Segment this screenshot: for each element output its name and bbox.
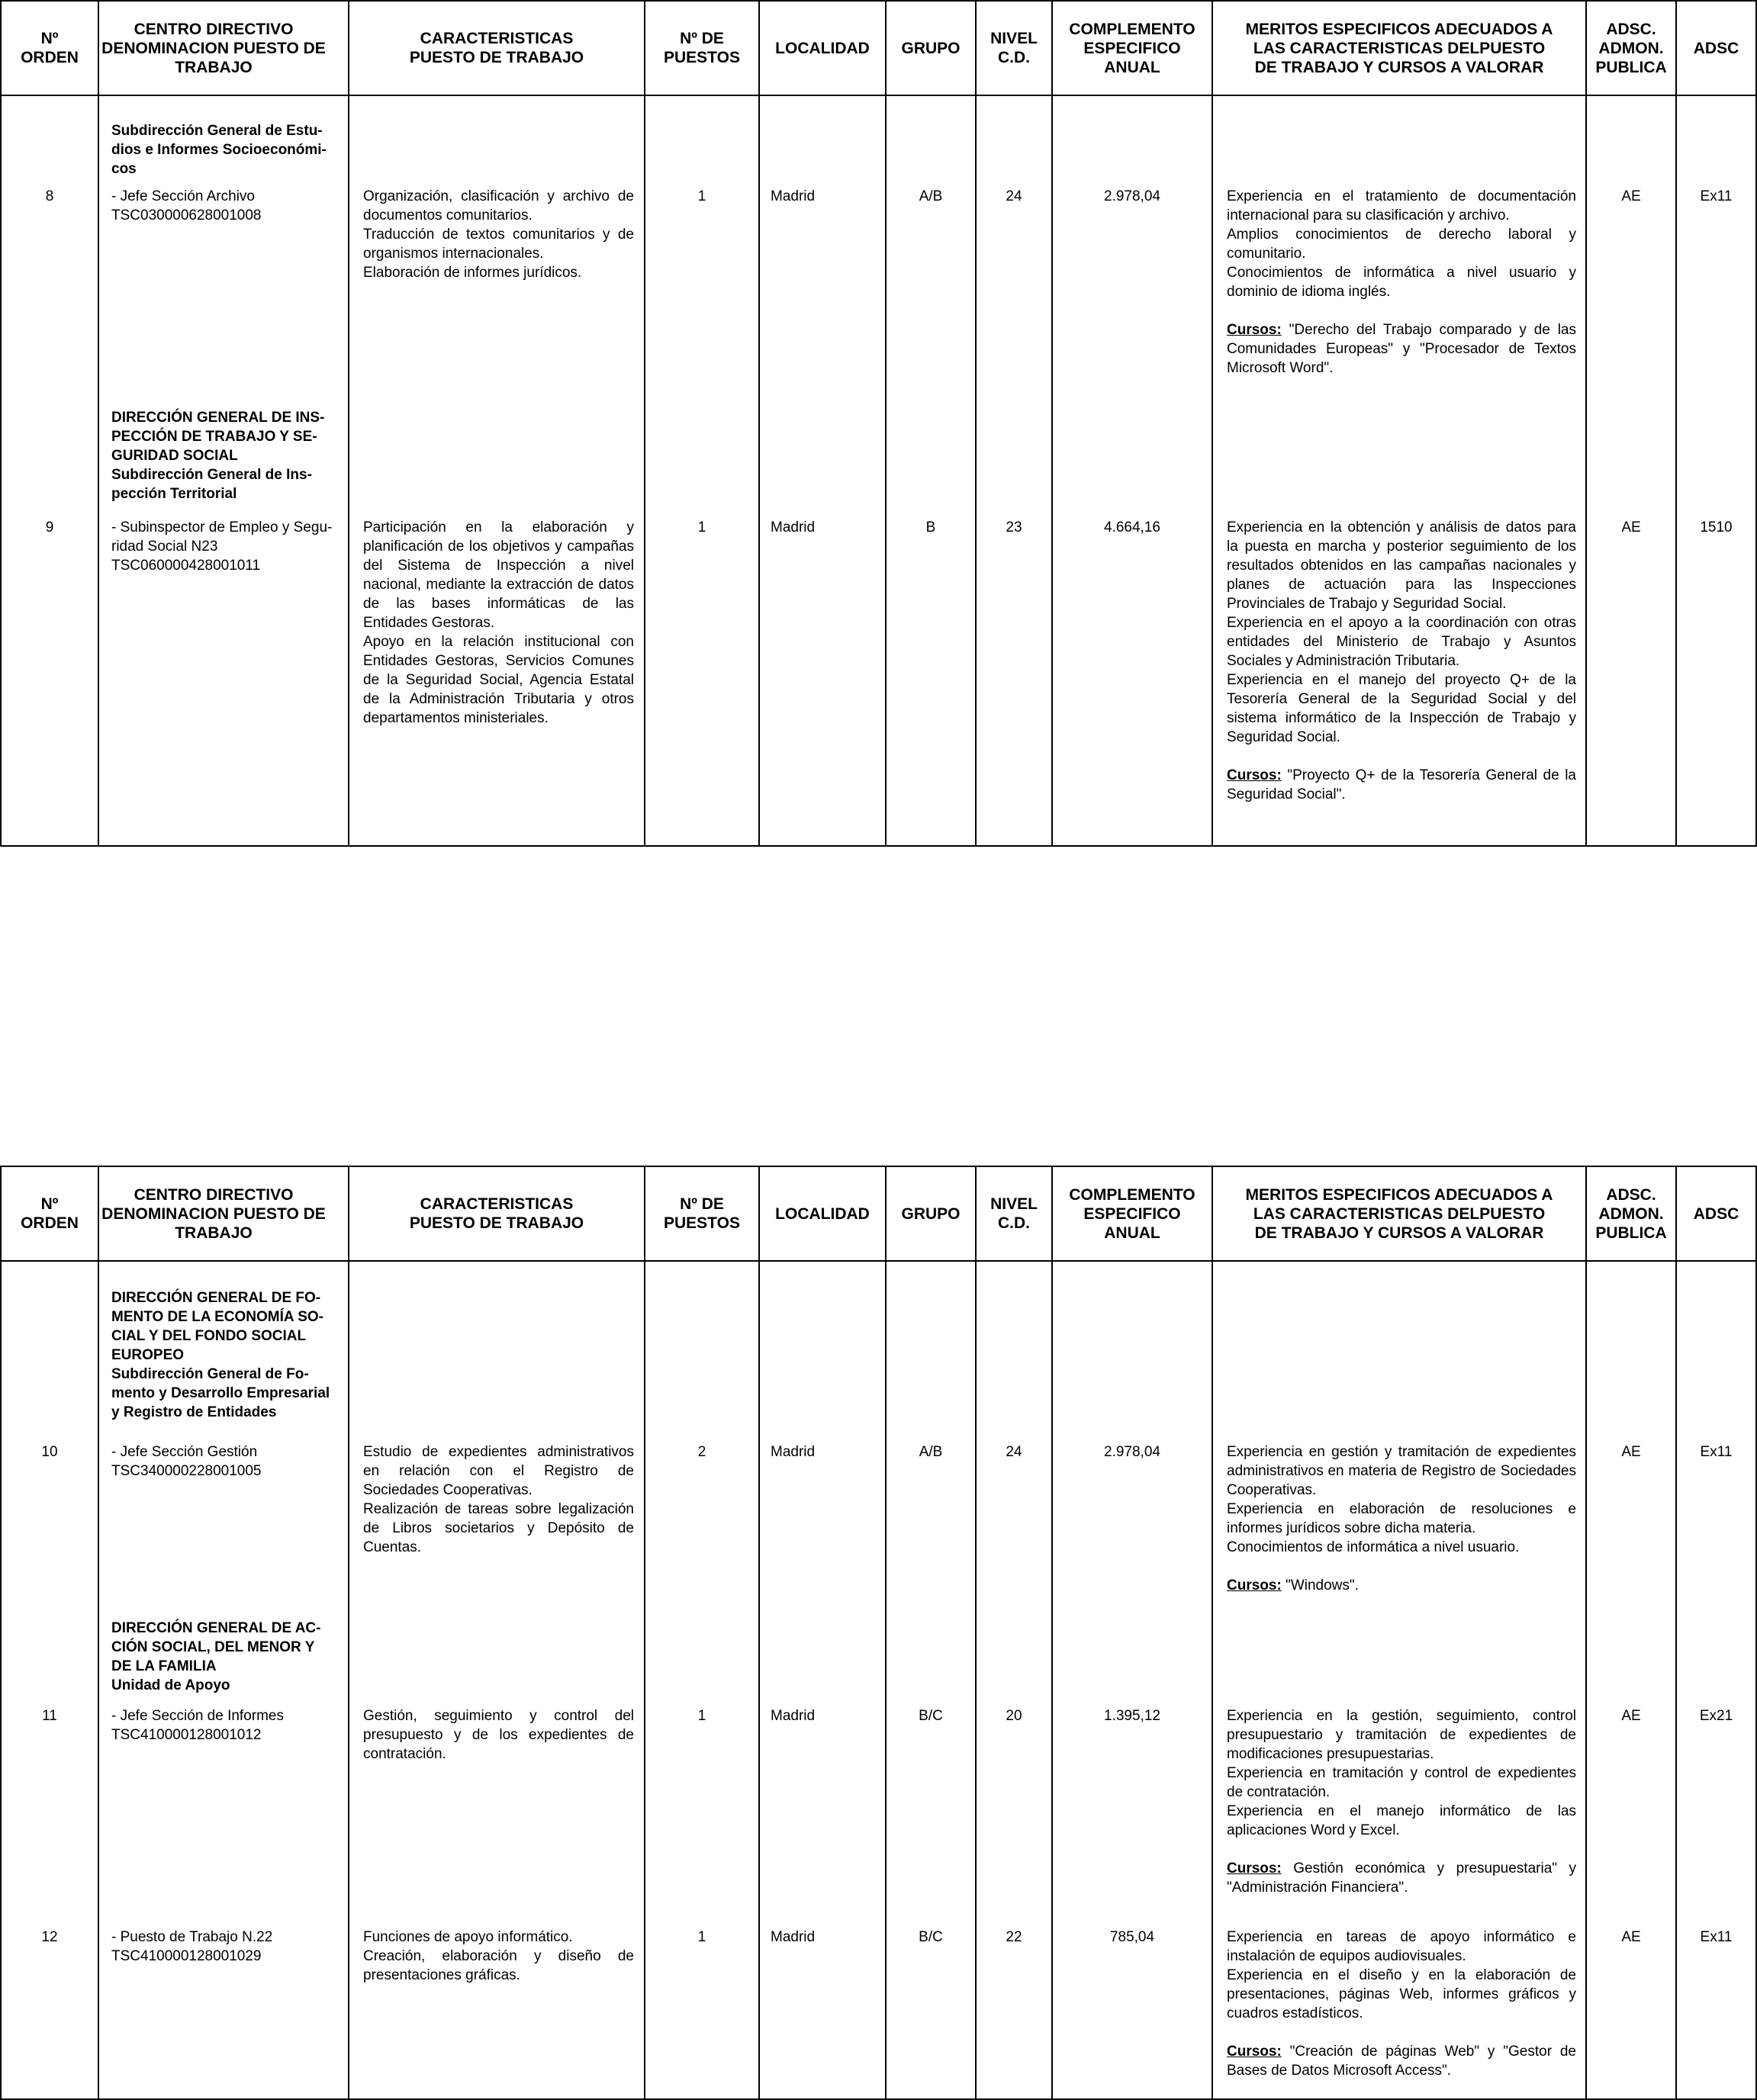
row-complemento: 785,04 [1109, 1929, 1155, 1945]
header-puestos: Nº DE PUESTOS [664, 30, 740, 66]
row-nivel: 22 [1006, 1929, 1022, 1945]
row-puesto: - Jefe Sección Gestión TSC340000228001005 [111, 1444, 262, 1479]
row-meritos-text: Experiencia en la gestión, seguimiento, control presupuestario y tramitación de expedientes de modificaciones presupuestarias. Experiencia en tramitación y control de expedientes de contratación. Experiencia en el manejo informático de las aplicaciones Word y Excel. [1227, 1708, 1576, 1838]
row-meritos [1227, 1442, 1576, 1595]
header-adsc-admon: ADSC. ADMON. PUBLICA [1595, 1185, 1667, 1242]
row-centro: DIRECCIÓN GENERAL DE AC- CIÓN SOCIAL, DEL MENOR Y DE LA FAMILIA Unidad de Apoyo [111, 1620, 321, 1693]
row-localidad: Madrid [771, 1708, 816, 1724]
row-cursos [1227, 1576, 1576, 1595]
row-centro: DIRECCIÓN GENERAL DE INS- PECCIÓN DE TRABAJO Y SE- GURIDAD SOCIAL Subdirección General de Ins- pección Territorial [111, 410, 325, 502]
row-caracteristicas: Funciones de apoyo informático. Creación, elaboración y diseño de presentaciones gráficas. [363, 1929, 634, 1983]
row-cursos-text: "Creación de páginas Web" y "Gestor de Bases de Datos Microsoft Access". [1227, 2044, 1576, 2079]
row-adsc: Ex11 [1700, 1929, 1733, 1945]
cursos-label: Cursos: [1227, 1860, 1282, 1876]
row-nivel: 23 [1006, 519, 1022, 535]
header-centro: CENTRO DIRECTIVO DENOMINACION PUESTO DE TRABAJO [101, 1185, 326, 1242]
row-meritos [1227, 1706, 1576, 1897]
cursos-label: Cursos: [1227, 322, 1282, 338]
header-caracteristicas: CARACTERISTICAS PUESTO DE TRABAJO [409, 30, 584, 66]
row-puestos: 1 [697, 188, 706, 204]
row-meritos-text: Experiencia en la obtención y análisis de datos para la puesta en marcha y posterior seguimiento de los resultados obtenidos en las campañas nacionales y planes de actuación para las Inspecciones Provinciales de Trabajo y Seguridad Social. Experiencia en el apoyo a la coordinación con otras entidades del Ministerio de Trabajo y Asuntos Sociales y Administración Tributaria. Experiencia en el manejo del proyecto Q+ de la Tesorería General de la Seguridad Social y del sistema informático de la Inspección de Trabajo y Seguridad Social. [1227, 519, 1576, 745]
row-orden: 11 [42, 1708, 57, 1724]
row-caracteristicas: Organización, clasificación y archivo de documentos comunitarios. Traducción de textos comunitarios y de organismos internacionales. Elaboración de informes jurídicos. [363, 188, 634, 281]
header-localidad: LOCALIDAD [775, 39, 870, 57]
header-adsc: ADSC [1693, 39, 1739, 57]
header-nivel: NIVEL C.D. [990, 30, 1038, 66]
row-grupo: A/B [919, 1444, 943, 1460]
cursos-label: Cursos: [1227, 767, 1282, 783]
header-caracteristicas: CARACTERISTICAS PUESTO DE TRABAJO [409, 1195, 584, 1232]
row-grupo: B [925, 519, 936, 535]
row-adsc-admon: AE [1621, 1708, 1641, 1724]
row-meritos [1227, 1928, 1576, 2080]
table-block-2 [0, 1166, 1757, 2100]
row-puesto: - Jefe Sección de Informes TSC410000128001012 [111, 1708, 284, 1743]
row-localidad: Madrid [771, 188, 816, 204]
header-localidad: LOCALIDAD [775, 1204, 870, 1223]
cursos-label: Cursos: [1227, 2044, 1282, 2060]
header-grupo: GRUPO [901, 1204, 961, 1223]
header-meritos: MERITOS ESPECIFICOS ADECUADOS A LAS CARACTERISTICAS DELPUESTO DE TRABAJO Y CURSOS A VALORAR [1245, 20, 1553, 76]
row-cursos-text: "Derecho del Trabajo comparado y de las Comunidades Europeas" y "Procesador de Textos Microsoft Word". [1227, 322, 1576, 376]
row-cursos [1227, 1859, 1576, 1897]
row-cursos-text: "Windows". [1281, 1577, 1359, 1593]
row-centro: Subdirección General de Estu- dios e Informes Socioeconómi- cos [111, 123, 327, 177]
row-meritos-text: Experiencia en el tratamiento de documentación internacional para su clasificación y archivo. Amplios conocimientos de derecho laboral y comunitario. Conocimientos de informática a nivel usuario y dominio de idioma inglés. [1227, 188, 1576, 300]
row-orden: 12 [41, 1929, 58, 1945]
row-complemento: 4.664,16 [1104, 519, 1160, 535]
row-grupo: A/B [919, 188, 943, 204]
header-nivel: NIVEL C.D. [990, 1195, 1038, 1232]
row-nivel: 20 [1006, 1708, 1022, 1724]
row-adsc-admon: AE [1621, 188, 1641, 204]
row-meritos [1227, 187, 1576, 378]
row-complemento: 2.978,04 [1104, 1444, 1160, 1460]
row-adsc: Ex11 [1700, 188, 1733, 204]
header-centro: CENTRO DIRECTIVO DENOMINACION PUESTO DE TRABAJO [101, 20, 326, 76]
row-grupo: B/C [919, 1708, 943, 1724]
row-cursos-text: Gestión económica y presupuestaria" y "Administración Financiera". [1227, 1860, 1576, 1896]
row-meritos [1227, 518, 1576, 804]
row-orden: 10 [41, 1444, 58, 1460]
header-adsc-admon: ADSC. ADMON. PUBLICA [1595, 20, 1667, 76]
row-complemento: 2.978,04 [1104, 188, 1160, 204]
row-orden: 9 [45, 519, 54, 535]
header-adsc: ADSC [1693, 1204, 1739, 1223]
row-puesto: - Subinspector de Empleo y Segu- ridad Social N23 TSC060000428001011 [111, 519, 333, 574]
row-cursos-text: "Proyecto Q+ de la Tesorería General de la Seguridad Social". [1227, 767, 1576, 802]
row-puestos: 1 [697, 519, 706, 535]
row-caracteristicas: Participación en la elaboración y planificación de los objetivos y campañas del Sistema de Inspección a nivel nacional, mediante la extracción de datos de las bases informáticas de las Entidades Gestoras. Apoyo en la relación institucional con Entidades Gestoras, Servicios Comunes de la Seguridad Social, Agencia Estatal de la Administración Tributaria y otros departamentos ministeriales. [363, 519, 634, 726]
table-header [2, 2, 1755, 96]
row-cursos [1227, 320, 1576, 378]
row-localidad: Madrid [771, 1929, 816, 1945]
row-adsc: Ex21 [1699, 1708, 1733, 1724]
row-adsc-admon: AE [1621, 1444, 1641, 1460]
row-adsc: Ex11 [1700, 1444, 1733, 1460]
row-meritos-text: Experiencia en gestión y tramitación de expedientes administrativos en materia de Registro de Sociedades Cooperativas. Experiencia en elaboración de resoluciones e informes jurídicos sobre dicha materia. Conocimientos de informática a nivel usuario. [1227, 1444, 1576, 1555]
header-grupo: GRUPO [901, 39, 961, 57]
row-orden: 8 [45, 188, 54, 204]
header-orden: Nº ORDEN [21, 30, 79, 66]
row-complemento: 1.395,12 [1104, 1708, 1160, 1724]
header-orden: Nº ORDEN [21, 1195, 79, 1232]
row-meritos-text: Experiencia en tareas de apoyo informático e instalación de equipos audiovisuales. Experiencia en el diseño y en la elaboración de presentaciones, páginas Web, informes gráficos y cuadros estadísticos. [1227, 1929, 1576, 2021]
row-nivel: 24 [1006, 188, 1022, 204]
row-puestos: 1 [697, 1929, 706, 1945]
row-puesto: - Jefe Sección Archivo TSC030000628001008 [111, 188, 262, 224]
row-nivel: 24 [1006, 1444, 1022, 1460]
row-centro: DIRECCIÓN GENERAL DE FO- MENTO DE LA ECONOMÍA SO- CIAL Y DEL FONDO SOCIAL EUROPEO Subdirección General de Fo- mento y Desarrollo Empresarial y Registro de Entidades [111, 1290, 330, 1420]
cursos-label: Cursos: [1227, 1577, 1282, 1593]
header-complemento: COMPLEMENTO ESPECIFICO ANUAL [1069, 1185, 1195, 1242]
row-cursos [1227, 2042, 1576, 2080]
row-adsc-admon: AE [1621, 1929, 1641, 1945]
row-localidad: Madrid [771, 1444, 816, 1460]
table-header [2, 1167, 1755, 1262]
row-grupo: B/C [919, 1929, 943, 1945]
row-puesto: - Puesto de Trabajo N.22 TSC410000128001029 [111, 1929, 273, 1964]
row-cursos [1227, 766, 1576, 804]
row-puestos: 2 [697, 1444, 706, 1460]
row-caracteristicas: Estudio de expedientes administrativos en relación con el Registro de Sociedades Cooperativas. Realización de tareas sobre legalización de Libros societarios y Depósito de Cuentas. [363, 1444, 634, 1555]
row-caracteristicas: Gestión, seguimiento y control del presupuesto y de los expedientes de contratación. [363, 1708, 634, 1762]
row-adsc-admon: AE [1621, 519, 1641, 535]
header-meritos: MERITOS ESPECIFICOS ADECUADOS A LAS CARACTERISTICAS DELPUESTO DE TRABAJO Y CURSOS A VALORAR [1245, 1185, 1553, 1242]
row-puestos: 1 [697, 1708, 706, 1724]
row-localidad: Madrid [771, 519, 816, 535]
header-puestos: Nº DE PUESTOS [664, 1195, 740, 1232]
header-complemento: COMPLEMENTO ESPECIFICO ANUAL [1069, 20, 1195, 76]
table-block-1 [0, 0, 1757, 847]
row-adsc: 1510 [1700, 519, 1733, 535]
